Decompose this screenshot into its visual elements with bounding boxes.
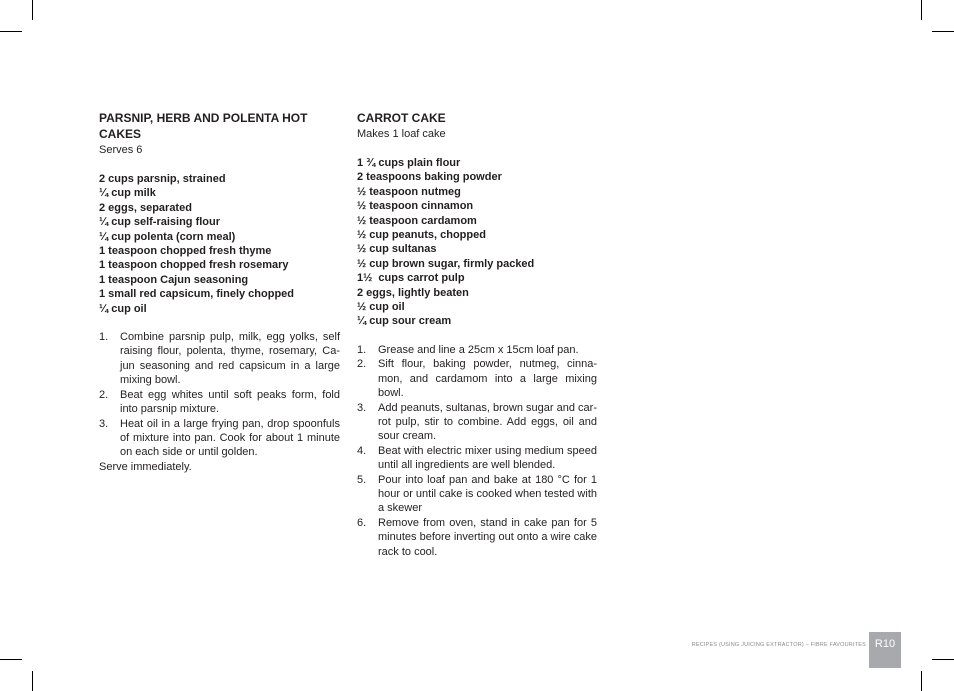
crop-mark: [0, 659, 22, 660]
recipe-carrot-cake: [357, 110, 597, 559]
recipe-parsnip-hot-cakes: [99, 110, 340, 474]
step-text: Combine parsnip pulp, milk, egg yolks, self raising flour, polenta, thyme, rosemary, Ca-jun seasoning and red capsicum in a large mixing bowl.: [120, 331, 340, 387]
ingredient-item: 1 small red capsicum, finely chopped: [99, 288, 295, 301]
step-number: 1.: [357, 343, 367, 356]
recipe-title: CARROT CAKE: [357, 111, 446, 125]
crop-mark: [921, 0, 922, 20]
ingredient-item: ½ cup sultanas: [357, 243, 437, 256]
ingredient-item: 2 cups parsnip, strained: [99, 173, 226, 185]
ingredient-item: ½ cup oil: [357, 301, 405, 314]
crop-mark: [921, 671, 922, 691]
ingredient-item: 2 eggs, lightly beaten: [357, 286, 469, 299]
step-number: 1.: [99, 331, 109, 344]
crop-mark: [0, 31, 22, 32]
ingredient-item: ¼ cup self-raising flour: [99, 216, 221, 229]
ingredient-item: 1 teaspoon Cajun seasoning: [99, 273, 249, 286]
step-number: 2.: [357, 358, 367, 371]
recipe-serves: Makes 1 loaf cake: [357, 128, 446, 140]
method-step: [357, 516, 597, 559]
step-text: Pour into loaf pan and bake at 180 °C for 1 hour or until cake is cooked when tested with a skewer: [378, 473, 597, 515]
ingredient-list: [99, 172, 340, 316]
crop-mark: [32, 0, 33, 20]
ingredient-item: 1 teaspoon chopped fresh rosemary: [99, 259, 289, 272]
ingredient-item: ½ teaspoon cinnamon: [357, 200, 474, 213]
step-number: 6.: [357, 516, 367, 529]
step-text: Heat oil in a large frying pan, drop spoonfuls of mixture into pan. Cook for about 1 minute on each side or until golden.: [120, 417, 340, 459]
step-text: Grease and line a 25cm x 15cm loaf pan.: [378, 343, 579, 356]
ingredient-item: ½ teaspoon cardamom: [357, 214, 477, 227]
page-number-tab: R10: [869, 632, 901, 668]
ingredient-item: 2 teaspoons baking powder: [357, 171, 502, 184]
step-number: 3.: [99, 417, 109, 430]
ingredient-list: [357, 156, 597, 329]
ingredient-item: ¼ cup milk: [99, 187, 156, 200]
method-step: [357, 444, 597, 473]
step-number: 3.: [357, 401, 367, 414]
step-text: Beat egg whites until soft peaks form, fold into parsnip mixture.: [120, 388, 340, 416]
method-list: [99, 330, 340, 460]
ingredient-item: ¼ cup sour cream: [357, 315, 452, 328]
step-text: Remove from oven, stand in cake pan for 5 minutes before inverting out onto a wire cake rack to cool.: [378, 516, 597, 558]
recipe-title: PARSNIP, HERB AND POLENTA HOT CAKES: [99, 111, 308, 141]
method-step: [357, 401, 597, 444]
step-number: 4.: [357, 444, 367, 457]
method-list: [357, 343, 597, 559]
crop-mark: [932, 31, 954, 32]
ingredient-item: ¼ cup oil: [99, 302, 147, 315]
method-step: [99, 417, 340, 460]
ingredient-item: ¼ cup polenta (corn meal): [99, 230, 236, 243]
recipe-serves: Serves 6: [99, 144, 143, 156]
crop-mark: [32, 671, 33, 691]
step-number: 2.: [99, 388, 109, 401]
ingredient-item: 2 eggs, separated: [99, 201, 192, 214]
footer-section-label: RECIPES (USING JUICING EXTRACTOR) – FIBRE FAVOURITES: [691, 642, 866, 648]
method-step: [357, 343, 597, 357]
method-step: [357, 473, 597, 516]
ingredient-item: 1½ cups carrot pulp: [357, 272, 465, 285]
method-step: [99, 388, 340, 417]
step-text: Sift flour, baking powder, nutmeg, cinna-mon, and cardamom into a large mixing bowl.: [378, 358, 597, 400]
ingredient-item: 1 teaspoon chopped fresh thyme: [99, 245, 272, 258]
ingredient-item: ½ cup peanuts, chopped: [357, 229, 486, 242]
method-step: [357, 357, 597, 400]
step-number: 5.: [357, 473, 367, 486]
crop-mark: [932, 659, 954, 660]
method-step: [99, 330, 340, 388]
ingredient-item: ½ teaspoon nutmeg: [357, 185, 461, 198]
step-text: Beat with electric mixer using medium speed until all ingredients are well blended.: [378, 444, 597, 472]
serving-note: Serve immediately.: [99, 460, 192, 473]
step-text: Add peanuts, sultanas, brown sugar and car-rot pulp, stir to combine. Add eggs, oil and sour cream.: [378, 401, 597, 443]
ingredient-item: ½ cup brown sugar, firmly packed: [357, 257, 535, 270]
ingredient-item: 1 ¾ cups plain flour: [357, 157, 461, 169]
